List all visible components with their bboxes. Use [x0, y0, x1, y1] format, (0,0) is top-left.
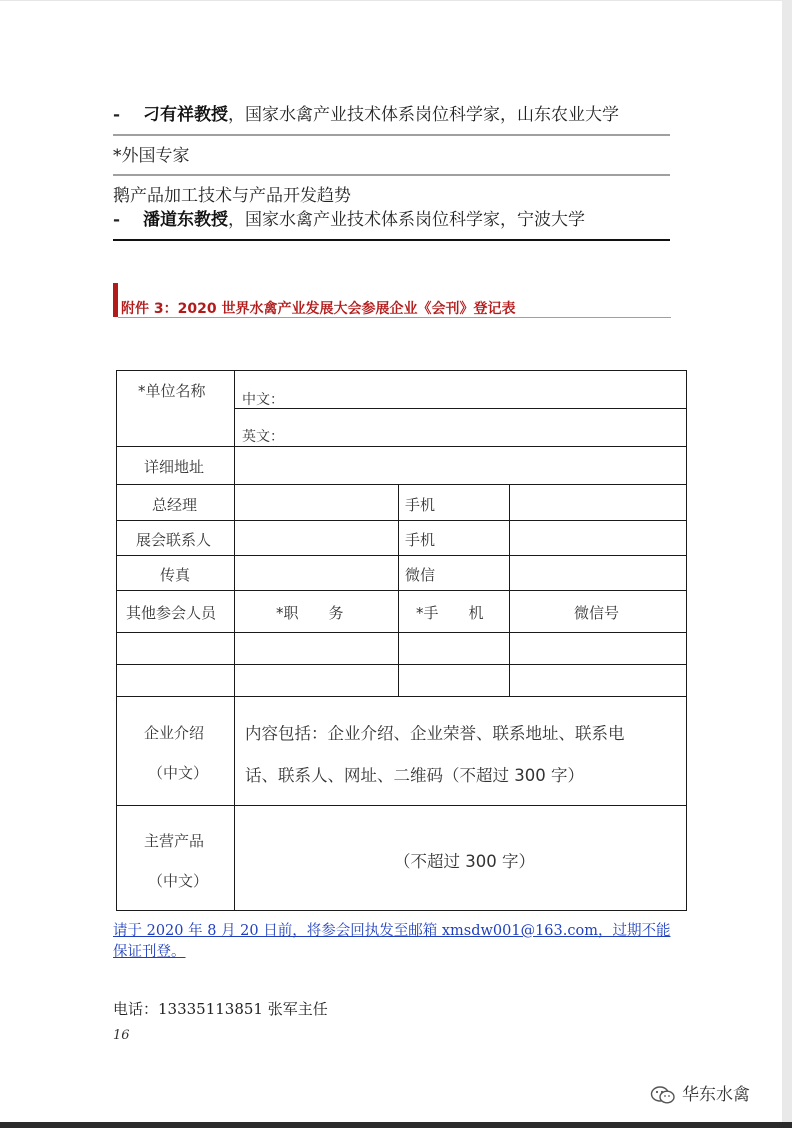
- column-divider: [398, 484, 399, 696]
- fax-label: 传真: [160, 566, 191, 584]
- general-manager-label: 总经理: [152, 496, 198, 514]
- speaker-affiliation: ，国家水禽产业技术体系岗位科学家，宁波大学: [228, 210, 585, 230]
- table-border: [116, 910, 687, 911]
- row-divider: [116, 446, 687, 447]
- page-bottom-border: [0, 1122, 792, 1128]
- main-products-lang: （中文）: [148, 872, 209, 890]
- page-number: 16: [113, 1028, 130, 1043]
- submission-note-line2[interactable]: 保证刊登。: [113, 944, 186, 960]
- topic-title: 鹅产品加工技术与产品开发趋势: [113, 186, 351, 206]
- wechat-icon: [650, 1085, 676, 1105]
- exhibition-contact-label: 展会联系人: [136, 531, 212, 549]
- main-products-label: 主营产品: [144, 832, 205, 850]
- contact-phone: 电话：13335113851 张军主任: [113, 1000, 328, 1018]
- page-right-margin: [782, 0, 792, 1122]
- table-border: [686, 370, 687, 911]
- chinese-name-label: 中文：: [242, 392, 284, 408]
- registration-form-table: [116, 370, 687, 911]
- bullet-dash: -: [113, 105, 121, 125]
- row-divider: [116, 555, 687, 556]
- row-divider: [116, 805, 687, 806]
- speaker-name: 潘道东教授: [143, 210, 228, 230]
- contact-mobile-label: 手机: [405, 531, 436, 549]
- divider: [113, 134, 670, 136]
- section-title: 附件 3：2020 世界水禽产业发展大会参展企业《会刊》登记表: [121, 301, 516, 317]
- row-divider: [116, 664, 687, 665]
- row-divider: [116, 696, 687, 697]
- gm-mobile-label: 手机: [405, 496, 436, 514]
- table-border: [116, 370, 687, 371]
- main-products-instructions: （不超过 300 字）: [394, 852, 535, 871]
- program-item-diao: [113, 103, 670, 127]
- section-accent-bar: [113, 283, 118, 317]
- other-attendees-label: 其他参会人员: [126, 604, 217, 622]
- program-item-pan: [113, 208, 670, 232]
- row-divider: [116, 632, 687, 633]
- row-divider: [116, 590, 687, 591]
- english-name-label: 英文：: [242, 429, 284, 445]
- bullet-dash: -: [113, 210, 121, 230]
- divider: [113, 174, 670, 176]
- company-intro-label: 企业介绍: [144, 724, 205, 742]
- row-divider: [234, 408, 687, 409]
- speaker-name: 刁有祥教授: [143, 105, 228, 125]
- mobile-header: *手 机: [416, 604, 484, 622]
- speaker-affiliation: ，国家水禽产业技术体系岗位科学家，山东农业大学: [228, 105, 619, 125]
- program-item-foreign-expert: [113, 144, 670, 168]
- company-intro-lang: （中文）: [148, 764, 209, 782]
- wechat-id-header: 微信号: [574, 604, 620, 622]
- submission-note-line1[interactable]: 请于 2020 年 8 月 20 日前，将参会回执发至邮箱 xmsdw001@163.com，过期不能: [113, 923, 671, 939]
- row-divider: [116, 520, 687, 521]
- address-label: 详细地址: [144, 458, 205, 476]
- watermark-text: 华东水禽: [682, 1085, 750, 1105]
- position-header: *职 务: [276, 604, 344, 622]
- divider-thick: [113, 239, 670, 241]
- row-divider: [116, 484, 687, 485]
- wechat-label: 微信: [405, 566, 436, 584]
- section-underline: [118, 317, 671, 318]
- unit-name-label: *单位名称: [138, 382, 206, 400]
- company-intro-instructions-cont: 话、联系人、网址、二维码（不超过 300 字）: [245, 766, 584, 785]
- column-divider: [234, 370, 235, 911]
- table-border: [116, 370, 117, 911]
- page-top-border: [0, 0, 792, 1]
- foreign-expert-label: *外国专家: [113, 146, 190, 166]
- column-divider: [509, 484, 510, 696]
- company-intro-instructions: 内容包括：企业介绍、企业荣誉、联系地址、联系电: [245, 724, 625, 743]
- wechat-watermark: [650, 1080, 750, 1105]
- program-topic: [113, 184, 670, 208]
